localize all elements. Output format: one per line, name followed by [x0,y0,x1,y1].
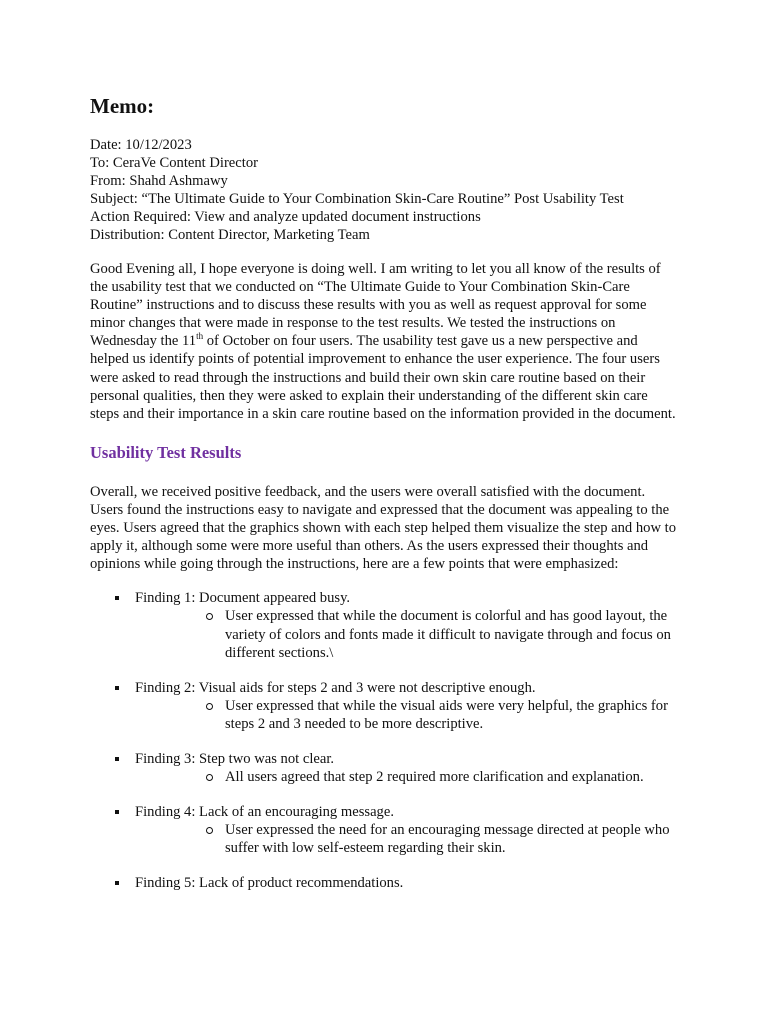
circle-bullet-icon [206,827,213,834]
memo-subject: Subject: “The Ultimate Guide to Your Combination Skin-Care Routine” Post Usability Test [90,191,624,207]
finding-item [90,803,678,857]
finding-detail-text: All users agreed that step 2 required more clarification and explanation. [225,769,644,786]
finding-label: Finding 1: Document appeared busy. [135,590,351,607]
finding-detail-list [135,697,678,733]
square-bullet-icon [115,596,119,600]
finding-label: Finding 4: Lack of an encouraging message. [135,804,394,821]
square-bullet-icon [115,810,119,814]
memo-date: Date: 10/12/2023 [90,137,192,153]
finding-item [90,874,678,892]
finding-detail-text: User expressed that while the document is colorful and has good layout, the variety of colors and fonts made it difficult to navigate through and focus on different sections.\ [225,608,671,661]
circle-bullet-icon [206,774,213,781]
memo-header [90,136,678,244]
finding-item [90,679,678,733]
results-paragraph: Overall, we received positive feedback, and the users were overall satisfied with the document. Users found the instructions easy to navigate and expressed that the document was appealing to the eyes. Users agreed that the graphics shown with each step helped them visualize the step and how to apply it, although some were more useful than others. As the users expressed their thoughts and opinions while going through the instructions, here are a few points that were emphasized: [90,483,677,573]
intro-text-part-1: Good Evening all, I hope everyone is doing well. I am writing to let you all know of the results of the usability test that we conducted on “The Ultimate Guide to Your Combination Skin-Care Routine” instructions and to discuss these results with you as well as request approval for some minor changes that were made in response to the test results. We tested the instructions on Wednesday the 11 [90,261,661,350]
intro-superscript: th [196,331,204,342]
memo-action-required: Action Required: View and analyze updated document instructions [90,209,481,225]
finding-label: Finding 2: Visual aids for steps 2 and 3 were not descriptive enough. [135,679,536,696]
memo-from: From: Shahd Ashmawy [90,173,228,189]
finding-item [90,750,678,786]
finding-detail [135,697,678,733]
finding-label: Finding 5: Lack of product recommendations. [135,875,404,892]
finding-detail [135,821,678,857]
finding-detail-text: User expressed that while the visual aids were very helpful, the graphics for steps 2 and 3 needed to be more descriptive. [225,697,668,732]
square-bullet-icon [115,881,119,885]
finding-detail-text: User expressed the need for an encouraging message directed at people who suffer with low self-esteem regarding their skin. [225,822,670,857]
section-heading-usability-results: Usability Test Results [90,442,242,462]
square-bullet-icon [115,757,119,761]
square-bullet-icon [115,686,119,690]
finding-item [90,589,678,661]
finding-label: Finding 3: Step two was not clear. [135,750,335,767]
finding-detail [135,768,678,786]
findings-list [90,589,678,892]
finding-detail [135,607,678,661]
circle-bullet-icon [206,613,213,620]
intro-paragraph [90,260,678,423]
finding-detail-list [135,607,678,661]
finding-detail-list [135,821,678,857]
circle-bullet-icon [206,703,213,710]
memo-title: Memo: [90,94,155,118]
finding-detail-list [135,768,678,786]
memo-distribution: Distribution: Content Director, Marketing Team [90,227,370,243]
intro-text-part-2: of October on four users. The usability test gave us a new perspective and helped us identify points of potential improvement to enhance the user experience. The four users were asked to read through the instructions and build their own skin care routine based on their personal qualities, then they were asked to explain their understanding of the different skin care steps and their importance in a skin care routine based on the information provided in the document. [90,333,676,422]
memo-to: To: CeraVe Content Director [90,155,258,171]
